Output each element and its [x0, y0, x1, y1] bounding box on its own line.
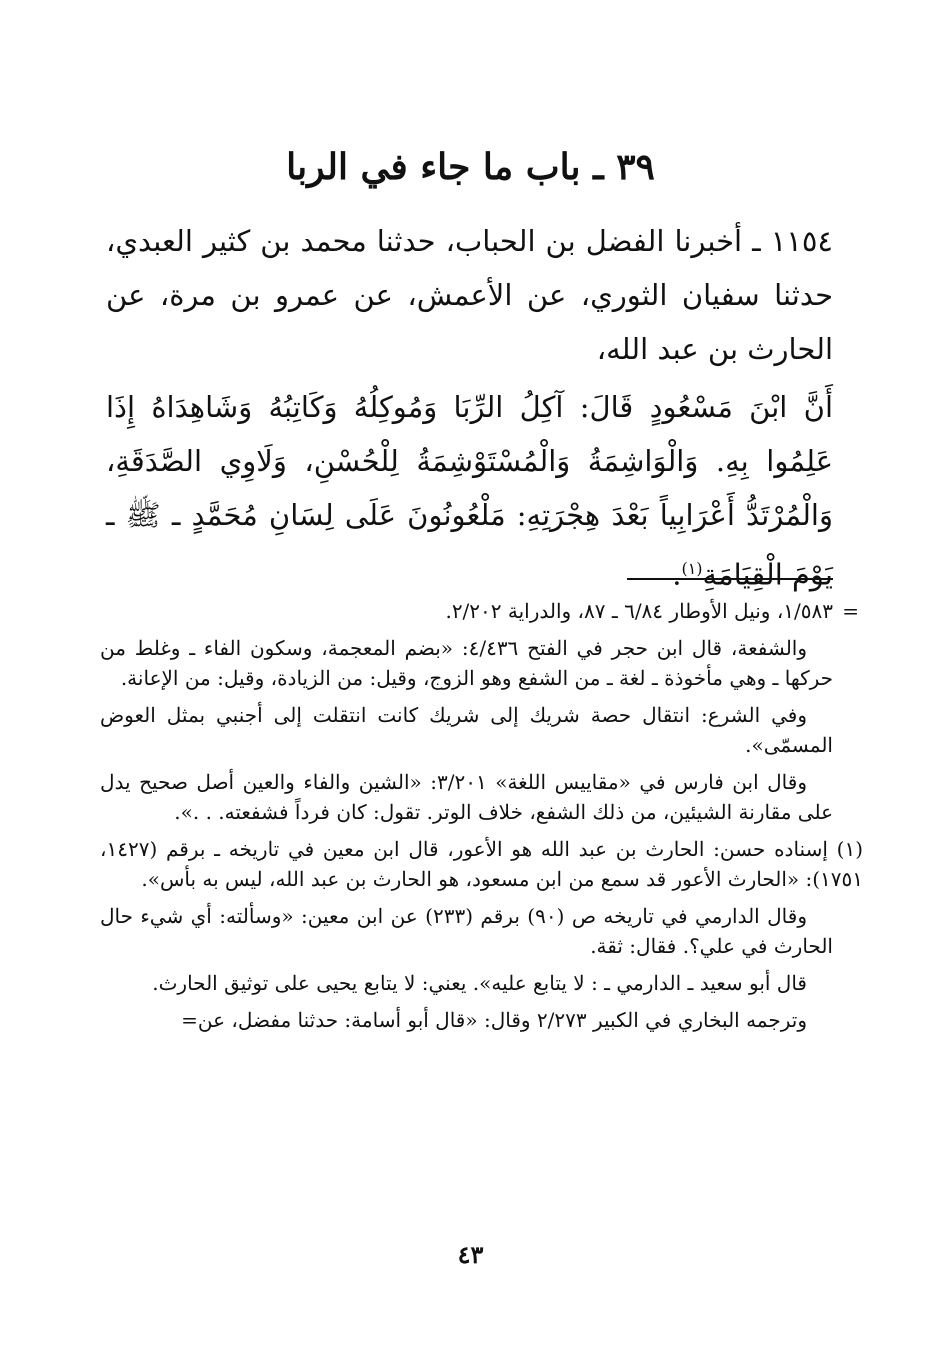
- footnote-1: [100, 834, 863, 894]
- continuation-text: ١/٥٨٣، ونيل الأوطار ٦/٨٤ ـ ٨٧، والدراية ٢/٢٠٢.: [445, 599, 833, 623]
- footnote-1-text: إسناده حسن: الحارث بن عبد الله هو الأعور، قال ابن معين في تاريخه ـ برقم (١٤٢٧، ١٧٥١): «الحارث الأعور قد سمع من ابن مسعود، هو الحارث بن عبد الله، ليس به بأس».: [100, 837, 863, 891]
- shufa-paragraph-1: والشفعة، قال ابن حجر في الفتح ٤/٤٣٦: «بضم المعجمة، وسكون الفاء ـ وغلط من حركها ـ وهي مأخوذة ـ لغة ـ من الشفع وهو الزوج، وقيل: من الزيادة، وقيل: من الإعانة.: [100, 636, 833, 690]
- footnote-1-paragraph-2: وقال الدارمي في تاريخه ص (٩٠) برقم (٢٣٣) عن ابن معين: «وسألته: أي شيء حال الحارث في علي؟. فقال: ثقة.: [100, 904, 833, 958]
- footnotes-section: [100, 596, 864, 1042]
- shufa-paragraph-2: وفي الشرع: انتقال حصة شريك إلى شريك كانت انتقلت إلى أجنبي بمثل العوض المسمّى».: [100, 703, 833, 757]
- continuation-marker: =: [842, 599, 859, 623]
- hadith-end-punct: .: [672, 557, 682, 592]
- hadith-isnad: ١١٥٤ ـ أخبرنا الفضل بن الحباب، حدثنا محمد بن كثير العبدي، حدثنا سفيان الثوري، عن الأعمش، عن عمرو بن مرة، عن الحارث بن عبد الله،: [106, 224, 833, 366]
- footnote-separator: [627, 578, 833, 580]
- shufa-paragraph-3: وقال ابن فارس في «مقاييس اللغة» ٣/٢٠١: «الشين والفاء والعين أصل صحيح يدل على مقارنة الشيئين، من ذلك الشفع، خلاف الوتر. تقول: كان فرداً فشفعته. . .».: [100, 770, 833, 824]
- footnote-1-paragraph-4: وترجمه البخاري في الكبير ٢/٢٧٣ وقال: «قال أبو أسامة: حدثنا مفضل، عن=: [181, 1008, 807, 1032]
- footnote-continuation: [100, 596, 859, 626]
- chapter-title: ٣٩ ـ باب ما جاء في الربا: [286, 146, 655, 188]
- page-number: ٤٣: [457, 1240, 484, 1269]
- hadith-matn-text: أَنَّ ابْنَ مَسْعُودٍ قَالَ: آكِلُ الرِّبَا وَمُوكِلُهُ وَكَاتِبُهُ وَشَاهِدَاهُ إِذَا عَلِمُوا بِهِ. وَالْوَاشِمَةُ وَالْمُسْتَوْشِمَةُ لِلْحُسْنِ، وَلَاوِي الصَّدَقَةِ، وَالْمُرْتَدُّ أَعْرَابِياً بَعْدَ هِجْرَتِهِ: مَلْعُونُونَ عَلَى لِسَانِ مُحَمَّدٍ ـ ﷺ ـ يَوْمَ الْقِيَامَةِ: [106, 390, 833, 592]
- footnote-1-number: (١): [836, 837, 864, 861]
- hadith-matn: [106, 380, 833, 602]
- footnote-reference: (١): [681, 559, 703, 578]
- footnote-1-paragraph-3: قال أبو سعيد ـ الدارمي ـ : لا يتابع عليه». يعني: لا يتابع يحيى على توثيق الحارث.: [152, 971, 807, 995]
